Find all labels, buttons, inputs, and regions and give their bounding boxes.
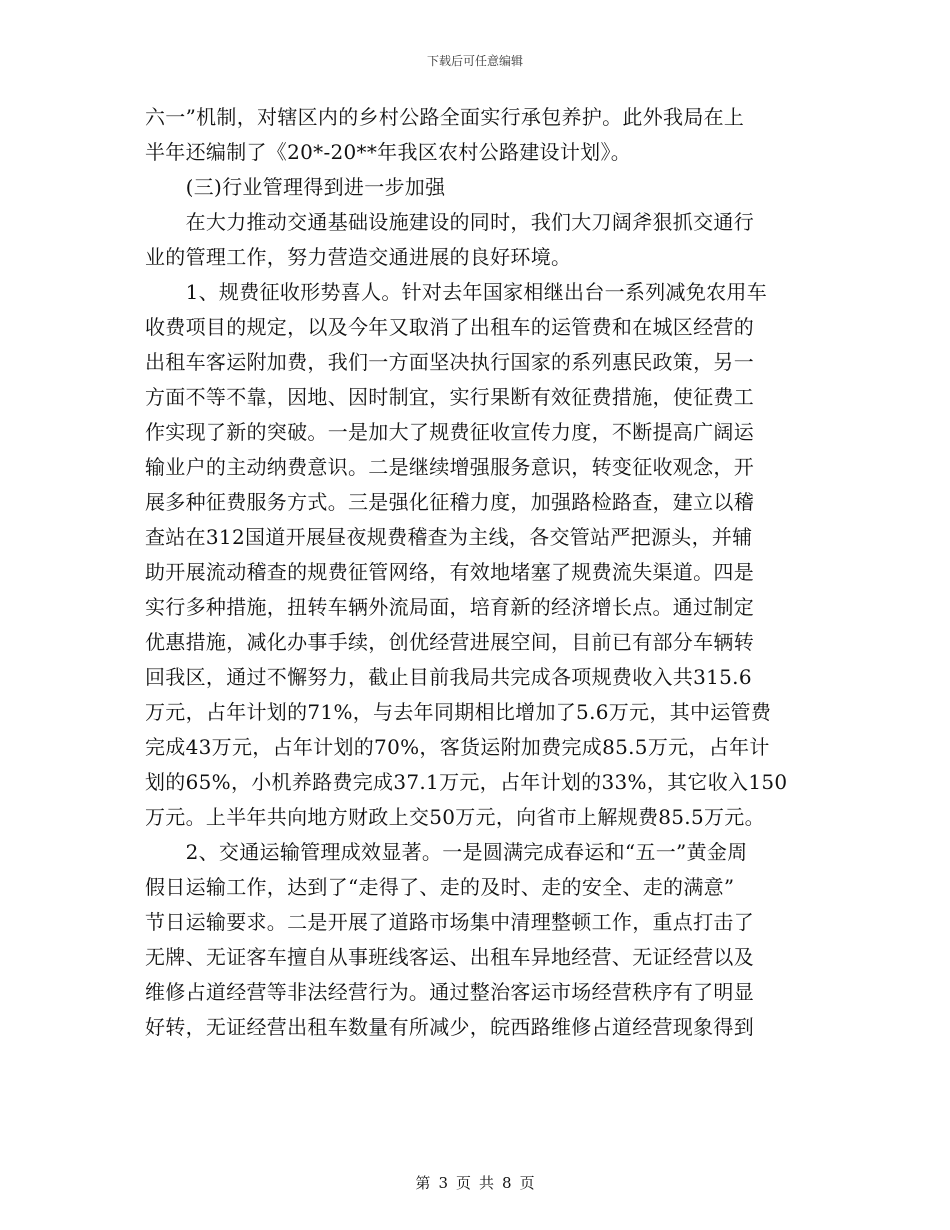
text-line: 万元，占年计划的71%，与去年同期相比增加了5.6万元，其中运管费 [145,700,772,724]
text-line: 在大力推动交通基础设施建设的同时，我们大刀阔斧狠抓交通行 [145,210,754,234]
page-footer [0,1172,950,1193]
text-line: 维修占道经营等非法经营行为。通过整治客运市场经营秩序有了明显 [145,980,754,1004]
text-line: 实行多种措施，扭转车辆外流局面，培育新的经济增长点。通过制定 [145,595,754,619]
document-body [145,100,810,1045]
section-heading: (三)行业管理得到进一步加强 [145,175,446,199]
text-line: 无牌、无证客车擅自从事班线客运、出租车异地经营、无证经营以及 [145,945,754,969]
text-line: 划的65%，小机养路费完成37.1万元，占年计划的33%，其它收入150 [145,770,788,794]
footer-page-word: 页 [455,1174,471,1192]
footer-prefix: 第 [415,1174,431,1192]
text-line: 回我区，通过不懈努力，截止目前我局共完成各项规费收入共315.6 [145,665,752,689]
text-line: 万元。上半年共向地方财政上交50万元，向省市上解规费85.5万元。 [145,805,765,829]
text-line: 好转，无证经营出租车数量有所减少，皖西路维修占道经营现象得到 [145,1015,754,1039]
text-line: 2、交通运输管理成效显著。一是圆满完成春运和“五一”黄金周 [145,840,748,864]
text-line: 半年还编制了《20*-20**年我区农村公路建设计划》。 [145,140,632,164]
text-line: 助开展流动稽查的规费征管网络，有效地堵塞了规费流失渠道。四是 [145,560,754,584]
text-line: 展多种征费服务方式。三是强化征稽力度，加强路检路查，建立以稽 [145,490,754,514]
text-line: 收费项目的规定，以及今年又取消了出租车的运管费和在城区经营的 [145,315,754,339]
total-pages: 8 [502,1174,512,1192]
text-line: 完成43万元，占年计划的70%，客货运附加费完成85.5万元，占年计 [145,735,770,759]
text-line: 查站在312国道开展昼夜规费稽查为主线，各交管站严把源头，并辅 [145,525,753,549]
text-line: 1、规费征收形势喜人。针对去年国家相继出台一系列减免农用车 [145,280,768,304]
text-line: 业的管理工作，努力营造交通进展的良好环境。 [145,245,572,269]
text-line: 输业户的主动纳费意识。二是继续增强服务意识，转变征收观念，开 [145,455,754,479]
text-line: 假日运输工作，达到了“走得了、走的及时、走的安全、走的满意” [145,875,735,899]
footer-suffix: 页 [519,1174,535,1192]
text-line: 方面不等不靠，因地、因时制宜，实行果断有效征费措施，使征费工 [145,385,754,409]
page-header: 下载后可任意编辑 [426,54,523,68]
text-line: 优惠措施，减化办事手续，创优经营进展空间，目前已有部分车辆转 [145,630,754,654]
page-number: 3 [438,1174,448,1192]
text-line: 出租车客运附加费，我们一方面坚决执行国家的系列惠民政策，另一 [145,350,754,374]
text-line: 作实现了新的突破。一是加大了规费征收宣传力度，不断提高广阔运 [145,420,754,444]
text-line: 节日运输要求。二是开展了道路市场集中清理整顿工作，重点打击了 [145,910,754,934]
text-line: 六一”机制，对辖区内的乡村公路全面实行承包养护。此外我局在上 [145,105,745,129]
footer-total-word: 共 [479,1174,495,1192]
